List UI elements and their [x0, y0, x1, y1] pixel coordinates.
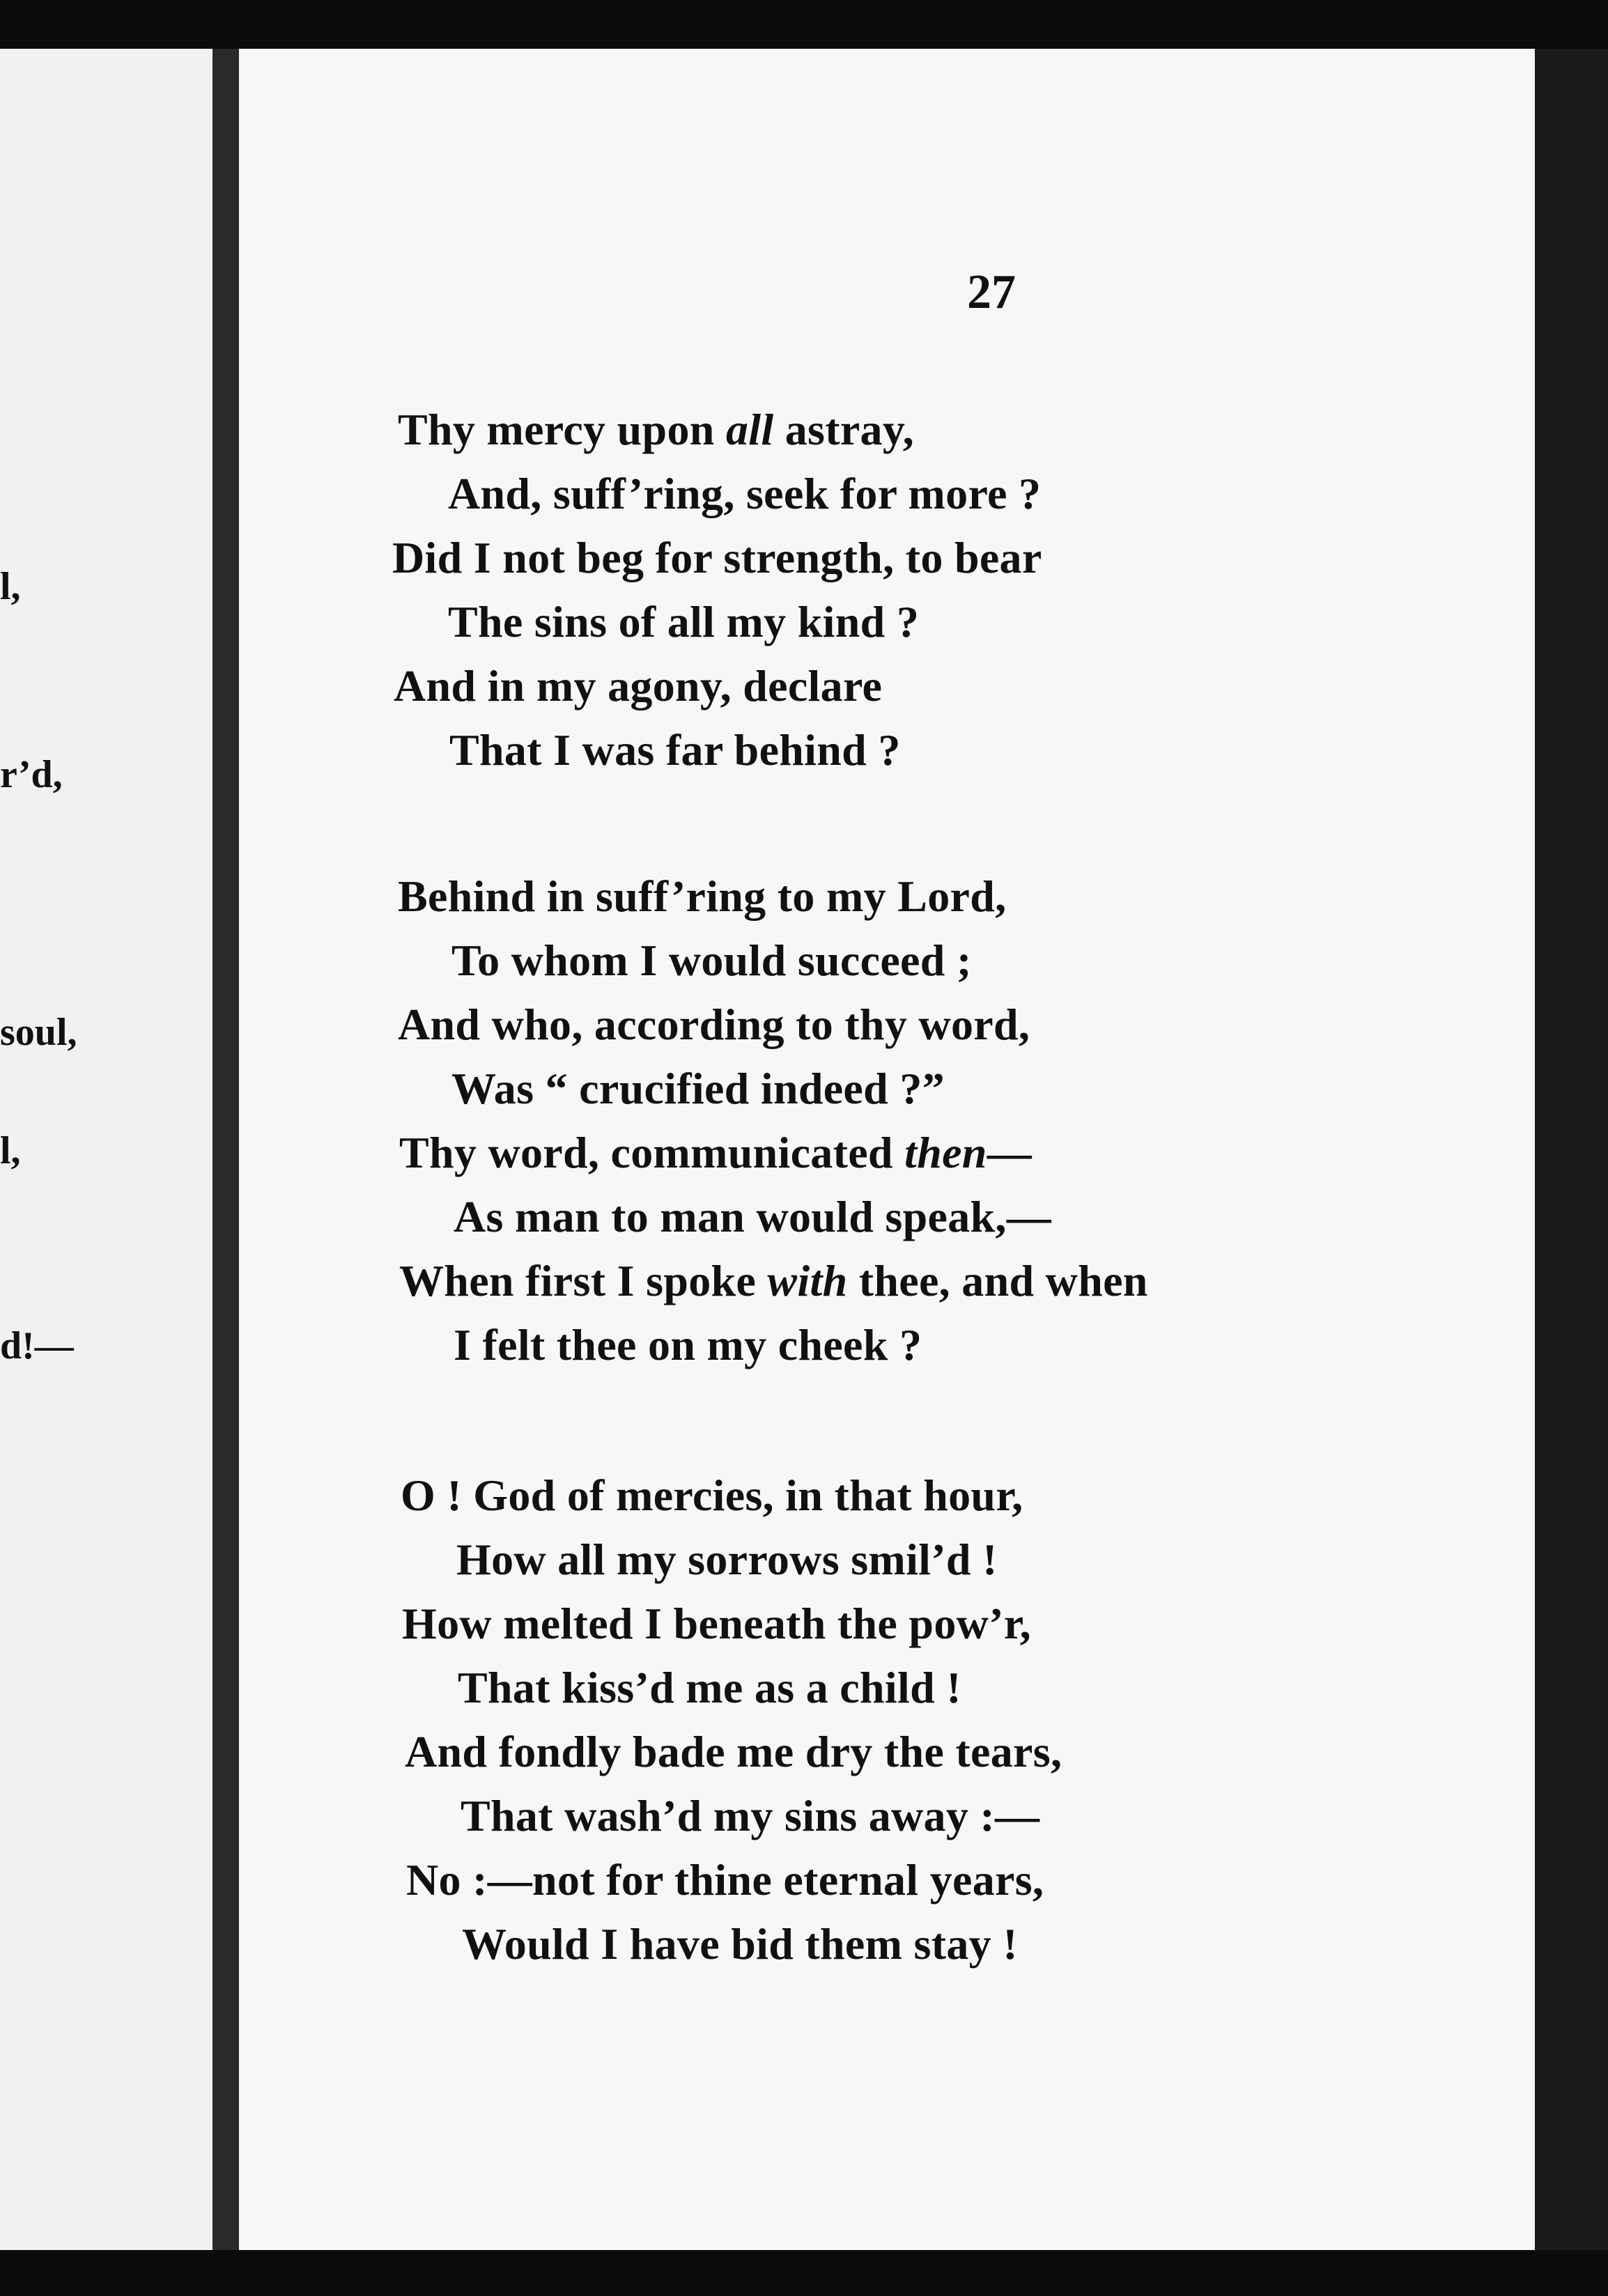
left-fragment: soul,: [0, 1011, 77, 1054]
verse-text: When first I spoke: [399, 1256, 768, 1305]
verse-line: That kiss’d me as a child !: [458, 1663, 961, 1712]
left-fragment: d!—: [0, 1324, 74, 1367]
verse-line: No :—not for thine eternal years,: [406, 1855, 1044, 1905]
verse-line: And, suff’ring, seek for more ?: [448, 469, 1042, 518]
left-facing-page: [0, 49, 212, 2250]
verse-text: thee, and when: [847, 1256, 1148, 1305]
verse-line: [399, 1255, 1148, 1307]
verse-line: As man to man would speak,—: [454, 1192, 1052, 1241]
verse-italic: with: [767, 1256, 848, 1305]
verse-line: Behind in suff’ring to my Lord,: [398, 871, 1007, 921]
left-fragment: r’d,: [0, 753, 63, 796]
page-number: 27: [967, 265, 1016, 319]
verse-line: I felt thee on my cheek ?: [454, 1320, 922, 1370]
verse-line: To whom I would succeed ;: [451, 936, 972, 985]
verse-line: And who, according to thy word,: [398, 1000, 1030, 1049]
verse-line: How melted I beneath the pow’r,: [402, 1599, 1031, 1648]
main-page: [239, 49, 1535, 2250]
verse-text: Thy mercy upon: [398, 405, 726, 454]
verse-line: Did I not beg for strength, to bear: [392, 533, 1042, 582]
verse-line: That wash’d my sins away :—: [461, 1791, 1040, 1840]
verse-italic: then: [904, 1128, 987, 1177]
verse-line: O ! God of mercies, in that hour,: [401, 1471, 1023, 1520]
verse-text: Thy word, communicated: [399, 1128, 905, 1177]
verse-line: How all my sorrows smil’d !: [456, 1535, 998, 1584]
left-fragment: l,: [0, 1129, 21, 1172]
verse-text: astray,: [773, 405, 914, 454]
right-page-edge: [1535, 49, 1608, 2250]
verse-italic: all: [725, 405, 774, 454]
verse-text: —: [987, 1128, 1033, 1177]
verse-line: And in my agony, declare: [394, 661, 883, 711]
verse-line: That I was far behind ?: [449, 725, 901, 775]
verse-line: Was “ crucified indeed ?”: [451, 1064, 945, 1113]
verse-line: The sins of all my kind ?: [448, 597, 920, 646]
verse-line: Would I have bid them stay !: [462, 1919, 1018, 1969]
verse-line: [399, 1127, 1032, 1179]
book-gutter: [212, 49, 239, 2250]
show-through-mark: [1103, 397, 1521, 425]
verse-line: [398, 404, 914, 456]
verse-line: And fondly bade me dry the tears,: [405, 1727, 1062, 1776]
left-fragment: l,: [0, 565, 21, 608]
